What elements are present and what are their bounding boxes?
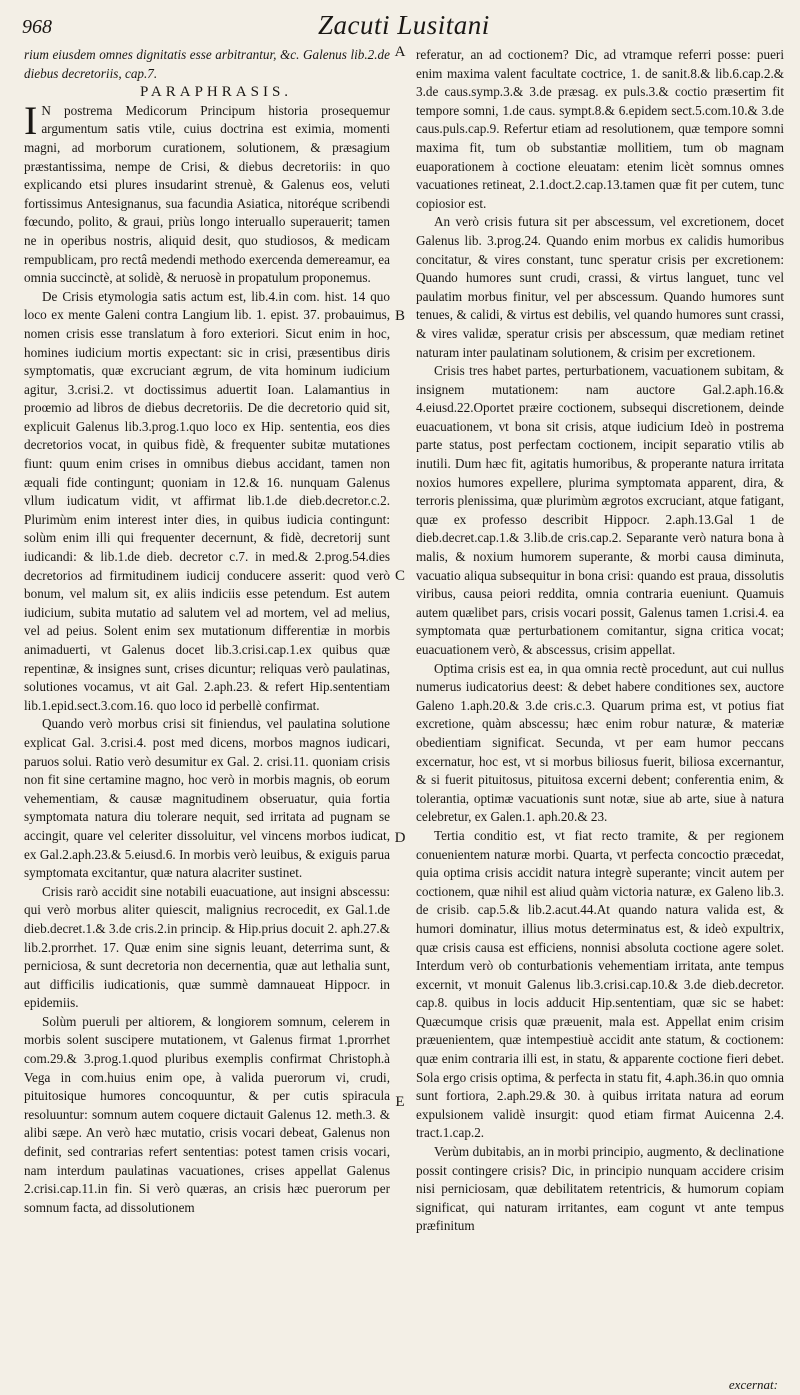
page-header bbox=[18, 6, 782, 46]
running-title: Zacuti Lusitani bbox=[318, 10, 490, 40]
margin-letter-b: B bbox=[394, 308, 405, 324]
paragraph: An verò crisis futura sit per abscessum, vel excretionem, docet Galenus lib. 3.prog.24. Quando enim morbus ex calidis humoribus concitatur, & vires constant, tunc speratur crisis per excretionem: Quando humores sunt crudi, crassi, & virtus languet, tunc vel paulatim morbus finitur, vel per abscessum. Quando humores sunt tenues, & calidi, & virtus est debilis, vel quando humores sunt crassi, & vires validæ, speratur crisis per abscessum, quæ mediam retinet naturam inter paulatinam solutionem, & crisim per excretionem. bbox=[416, 214, 784, 360]
paragraph: Optima crisis est ea, in qua omnia rectè procedunt, aut cui nullus numerus iudicatorius deest: & debet habere conditiones sex, auctore Galeno 1.aph.20.& 3.de cris.c.3. Quarum prima est, vt potius fiat excretione, quàm abscessu; hæc enim robur naturæ, & materiæ obedientiam significat. Secunda, vt per eam humor peccans excernatur, hoc est, vt si morbus biliosus fuerit, biliosa excernantur, & si fuerit pituitosus, pituitosa excerni debent; conferentia enim, & tolerantia, optimæ vacuationis sunt notæ, siue ab arte, siue à natura celebretur, ex Galen.1. aph.20.& 23. bbox=[416, 660, 784, 825]
paragraph: Quando verò morbus crisi sit finiendus, vel paulatina solutione explicat Gal. 3.crisi.4. post med dicens, morbos magnos iudicari, paruos solui. Ratio verò desumitur ex Gal. 2. crisi.11. quoniam crisis non fit sine certamine magno, hoc verò in morbis magnis, ob eorum vehementiam, & causæ magnitudinem obseruatur, quia fortia symptomata natura diu tolerare nequit, sed irritata ad pugnam se accingit, quare vel celeriter dissoluitur, vel vincens morbos iudicat, ex Gal.2.aph.23.& 5.eiusd.6. In morbis verò leuibus, & exiguis parua symptomata excitantur, quæ natura alacriter sustinet. bbox=[24, 716, 390, 881]
paragraph bbox=[24, 97, 390, 288]
paragraph: Tertia conditio est, vt fiat recto tramite, & per regionem conuenientem naturæ morbi. Quarta, vt perfecta concoctio præcedat, quia optima crisis accidit natura integrè superante; vincit autem per coctionem, quæ nihil est aliud quàm victoria naturæ, ex Galeno lib.3. de crisib. cap.5.& lib.2.acut.44.At quando natura valida est, & humori dominatur, illius motus determinatus est, & ideò expultrix, quæ crisis causa est efficiens, nonnisi absoluta coctione agere solet. Interdum verò ob conturbationis vehementiam irritata, ante tempus excernit, vt monuit Galenus lib.3.crisi.cap.10.& 3.de dieb.decretor. cap.8. quibus in locis adducit Hip.sententiam, quæ sic se habet: Quæcumque crisis quæ præuenit, mala est. Appellat enim crisim præuenientem, quæ intempestiuè accidit ante statum, & coctionem: quæ enim contraria illi est, in statu, & apparente coctione fieri debet. Sola ergo crisis optima, & perfecta in statu fit, 4.aph.36.in quo omnia sunt fortiora, 2.aph.29.& 30. à quibus irritata natura ad eorum expulsionem validè insurgit: quod etiam firmat Auicenna 2.4. tract.1.cap.2. bbox=[416, 827, 784, 1141]
catchword: excernat: bbox=[728, 1377, 778, 1392]
drop-cap: I bbox=[24, 97, 38, 143]
paragraph: Solùm pueruli per altiorem, & longiorem somnum, celerem in morbis solent suscipere mutationem, vt Galenus firmat 1.prorrhet com.29.& 3.prog.1.quod pluribus exemplis confirmat Christoph.à Vega in com.huius enim ope, à valida puerorum vi, crudi, pituitosique humores concoquuntur, & per cutis spiracula resoluuntur: somnum autem coquere dictauit Galenus 12. meth.3. & alibi sæpe. An verò hæc mutatio, crisis vocari debeat, Galenus non definit, sed contrarias refert sententias: potest tamen crisis vocari, nam interdum paulatinas vacuationes, crises appellat Galenus 2.crisi.cap.11.in fin. Si verò quæras, an crisis hæc puerorum per somnum facta, ad dissolutionem bbox=[24, 1013, 390, 1215]
paragraph: Crisis rarò accidit sine notabili euacuatione, aut insigni abscessu: qui verò morbus aliter quiescit, malignius recrocedit, ex Gal.1.de dieb.decret.1.& 3.de cris.2.in princip. & Hip.prius docuit 2. aph.27.& lib.2.prorrhet. 17. Quæ enim sine signis leuant, deterrima sunt, & perniciosa, & sunt decretoria non decernentia, quæ aut lethalia sunt, aut difficilis iudicationis, quæ summè damnaueat Hippocr. in epidemiis. bbox=[24, 883, 390, 1011]
page-number: 968 bbox=[22, 16, 52, 38]
section-heading: PARAPHRASIS. bbox=[139, 84, 293, 101]
margin-letter-c: C bbox=[394, 568, 405, 584]
paragraph: referatur, an ad coctionem? Dic, ad vtramque referri posse: pueri enim maxima valent facultate coctrice, 1. de sanit.8.& lib.6.cap.2.& 3.de caus.symp.3.& 3.de præsag. ex puls.3.& coctio præsertim fit tempore somni, 1.de caus. sympt.8.& 6.epidem sect.5.com.10.& 3.de caus.puls.cap.9. Refertur etiam ad resolutionem, quæ tempore somni maxima fit, tum ob substantiæ mollitiem, tum ob magnam euaporationem à coctione eleuatam: etenim licèt somnus omnes vacuationes retineat, 2.1.doct.2.cap.13.tamen quæ fit per cutem, tunc copiosior est. bbox=[416, 47, 784, 211]
margin-letter-d: D bbox=[394, 830, 406, 846]
paragraph: Crisis tres habet partes, perturbationem, vacuationem subitam, & insignem mutationem: nam auctore Gal.2.aph.16.& 4.eiusd.22.Oportet præire coctionem, subsequi discretionem, deinde euacuationem, vt bona sit crisis, atque iudicium Ideò in postrema parte status, post perfectam coctionem, incipit separatio vtilis ab inutili. Dum hæc fit, agitatis humoribus, & properante natura irritata noxios humores expellere, plurima symptomata apparent, dira, & terroris plenissima, quæ plurimùm ægrotos excruciant, atque fatigant, quæ ex professo describit Hippocr. 2.aph.13.Gal 1 de dieb.decret.cap.1.& 3.lib.de cris.cap.2. Separante verò natura bona à malis, & noxium humorem superante, & morbi causa diminuta, vacuatio aliqua subsequitur in bona crisi: quando est praua, dissolutis viribus, causa peiori reddita, omnia contraria eueniunt. Quamuis autem quælibet pars, crisis vocari possit, Galenus tamen 1.crisi.4. ea symptomata quæ perturbationem comitantur, signa critica vocat; euacuationem verò, & abscessus, crisim appellat. bbox=[416, 363, 784, 657]
opening-text: rium eiusdem omnes dignitatis esse arbitrantur, &c. Galenus lib.2.de diebus decretoriis, cap.7. bbox=[24, 47, 390, 81]
paragraph: De Crisis etymologia satis actum est, lib.4.in com. hist. 14 quo loco ex mente Galeni contra Langium lib. 1. epist. 37. probauimus, nomen crisis esse translatum à foro exteriori. Sicut enim in hoc, homines iudicium mortis expectant: sic in crisi, præsentibus diris symptomatis, quæ excruciant ægrum, de vita hominum iudicium agitur, 3.crisi.2. vt doctissimus aduertit Ioan. Lalamantius in proœmio ad libros de diebus decretoriis. De die decretorio quid sit, explicuit Galenus lib.3.prog.1.quo loco ex Hip. sententia, eos dies decretorios vocat, in quibus fidè, & frequenter subitæ mutationes fiunt: quum enim crises in omnibus diebus accidant, tamen non æquali fide contingunt; quoniam in 12.& 16. nunquam Galenus vllum iudicatum vidit, vt affirmat lib.1.de dieb.decretor.c.2. Plurimùm enim interest inter dies, in quibus iudicia contingunt: solùm enim illi qui frequenter decernunt, & fidè, decretorij sunt iudicandi: & lib.1.de dieb. decretor c.7. in med.& 2.prog.54.dies decretorios ad firmitudinem iudicij conducere asserit: quod verò bonum, vel malum sit, ex aliis indiciis esse petendum. Est autem iudicium, subita mutatio ad salutem vel ad mortem, vel ad melius, vel ad peius. Solent enim sex mutationum differentiæ in morbis animaduerti, vt Galenus docet lib.3.crisi.cap.1.ex quibus quæ repentinæ, & insignes sunt, crises dicuntur; reliquas verò paulatinas, solutiones vocamus, vt ait Gal. 2.aph.23. & refert Hip.sententiam lib.1.epid.sect.3.com.16. quo loco id perbellè confirmat. bbox=[24, 288, 390, 713]
margin-letter-e: E bbox=[395, 1094, 405, 1110]
right-column bbox=[416, 46, 784, 1386]
paragraph-text: N postrema Medicorum Principum historia prosequemur argumentum satis vtile, cuius doctrina est eximia, momenti magni, ad morborum curationem, solutionem, & præsagium præstantissima, nempe de Crisi, & diebus decretoriis: in quo explicando etsi plures insudarint strenuè, & Galenus eos, veluti fortissimus Antesignanus, sua facundia Asiatica, nitoréque scribendi fœcundo, polito, & graui, priùs longo interuallo superauerit; tamen ne in operibus nostris, aliquid desit, quo studiosos, & medicam rempublicam, pro rectâ medendi methodo exercenda demereamur, ea omnia succinctè, at solidè, & neruosè in propatulum proponemus. bbox=[24, 102, 390, 286]
paragraph: Verùm dubitabis, an in morbi principio, augmento, & declinatione possit contingere crisis? Dic, in principio nunquam accidere crisim nisi perniciosam, quæ debilitatem retentricis, & humorum copiam significat, qui naturam irritantes, eam cogunt vt ante tempus præfinitum bbox=[416, 1144, 784, 1234]
left-column bbox=[24, 46, 390, 1386]
margin-letter-a: A bbox=[394, 44, 406, 60]
